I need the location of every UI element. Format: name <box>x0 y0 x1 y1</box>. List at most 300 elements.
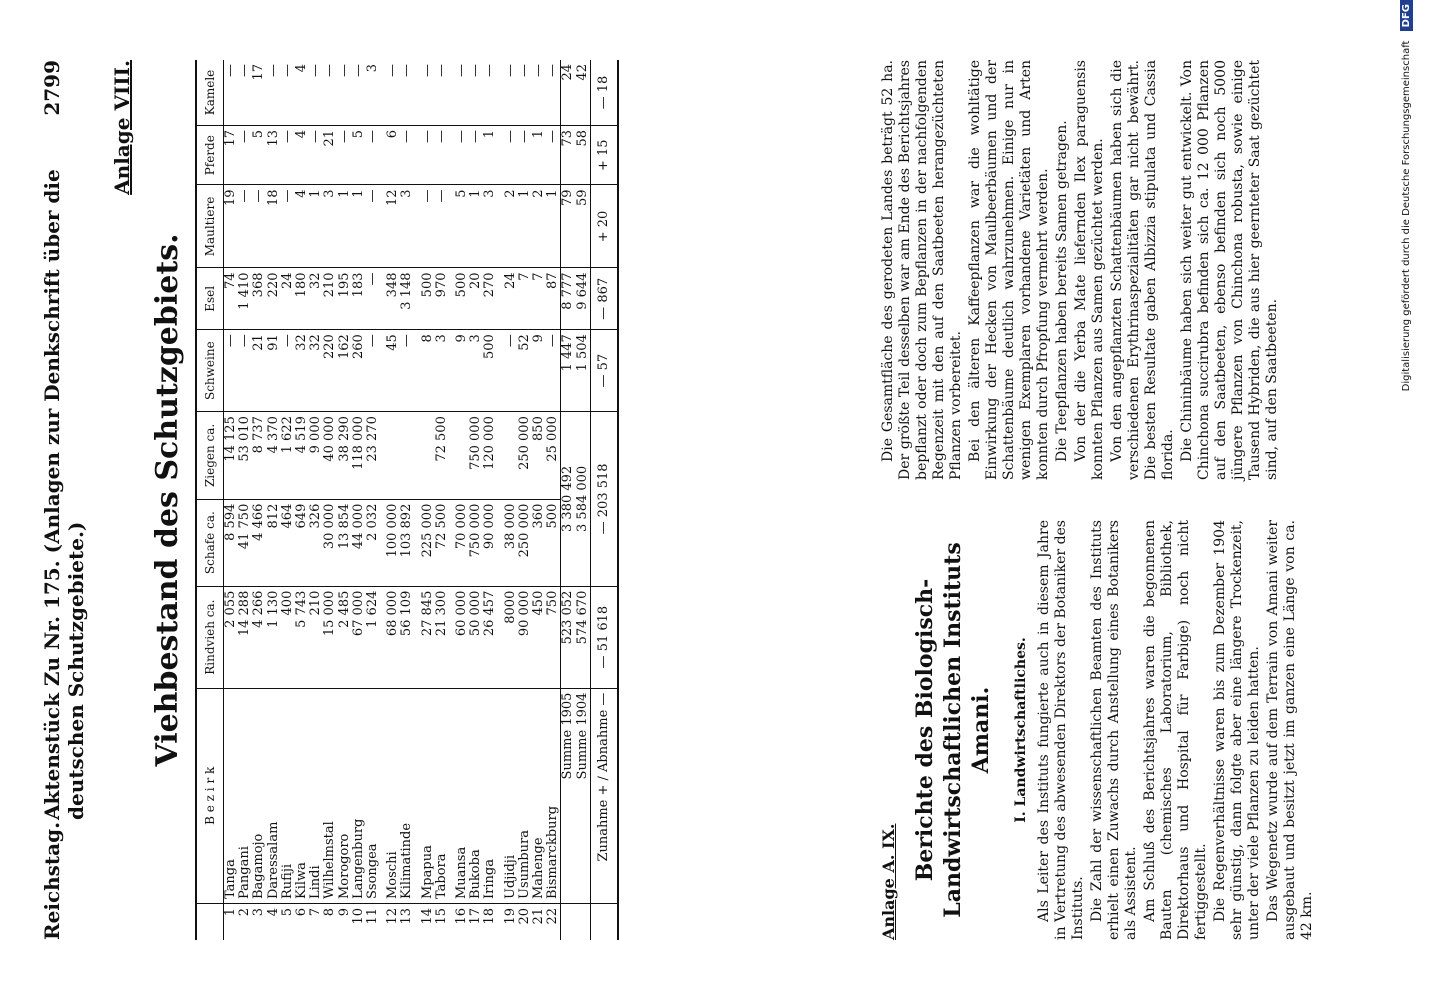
row-number: 16 <box>454 908 470 925</box>
row-esel: 195 <box>338 268 352 330</box>
row-kamele: — <box>518 60 532 125</box>
dfg-logo: DFG <box>1400 0 1413 31</box>
row-bezirk: Tabora <box>435 688 449 903</box>
row-pferde: 4 <box>295 125 309 184</box>
row-number: 1 <box>223 908 238 917</box>
row-schafe: 44 000 <box>352 499 366 586</box>
row-maultiere: 3 <box>483 185 497 268</box>
difference-pferde: + 15 <box>590 125 618 184</box>
row-schweine: 32 <box>295 330 309 412</box>
row-pferde: — <box>546 125 561 184</box>
row-pferde: 6 <box>386 125 400 184</box>
row-kamele: 3 <box>366 60 380 125</box>
row-ziegen: 23 270 <box>366 412 380 500</box>
row-kamele: — <box>483 60 497 125</box>
row-schweine: 32 <box>309 330 323 412</box>
row-ziegen: 120 000 <box>483 412 497 500</box>
row-pferde: — <box>309 125 323 184</box>
row-ziegen: 250 000 <box>518 412 532 500</box>
row-schweine: — <box>504 330 518 412</box>
row-kamele: — <box>281 60 295 125</box>
row-esel: 220 <box>267 268 281 330</box>
row-kamele: — <box>421 60 435 125</box>
row-pferde: — <box>238 125 252 184</box>
row-number: 14 <box>419 908 435 925</box>
row-bezirk: Mpapua <box>421 688 435 903</box>
row-number: 2 <box>237 908 253 917</box>
row-number: 20 <box>516 908 532 925</box>
row-schafe: 360 <box>532 499 546 586</box>
row-number: 11 <box>365 908 381 925</box>
table-title: Viehbestand des Schutzgebiets. <box>150 233 185 767</box>
row-schafe: 225 000 <box>421 499 435 586</box>
row-esel: 20 <box>469 268 483 330</box>
row-rindvieh: 2 055 <box>224 586 239 688</box>
row-schweine: 21 <box>252 330 266 412</box>
table-row <box>483 60 497 940</box>
table-row <box>532 60 546 940</box>
row-kamele: — <box>267 60 281 125</box>
row-esel: 7 <box>518 268 532 330</box>
table-row <box>338 60 352 940</box>
row-number: 19 <box>502 908 518 925</box>
row-schafe: 72 500 <box>435 499 449 586</box>
row-ziegen <box>386 412 400 500</box>
sum-1905-rindvieh: 523 052 <box>561 586 576 688</box>
row-ziegen: 1 622 <box>281 412 295 500</box>
row-rindvieh: 8000 <box>504 586 518 688</box>
row-bezirk: Muansa <box>455 688 469 903</box>
row-schweine: 91 <box>267 330 281 412</box>
row-rindvieh: 56 109 <box>400 586 414 688</box>
section-heading: I. Landwirtschaftliches. <box>1013 637 1029 823</box>
row-bezirk: Tanga <box>224 688 239 903</box>
row-kamele: — <box>400 60 414 125</box>
row-bezirk: Moschi <box>386 688 400 903</box>
row-esel: 210 <box>323 268 337 330</box>
row-ziegen <box>504 412 518 500</box>
row-kamele: — <box>224 60 239 125</box>
row-ziegen: 8 737 <box>252 412 266 500</box>
row-ziegen: 53 010 <box>238 412 252 500</box>
row-schweine: 45 <box>386 330 400 412</box>
row-schweine: 260 <box>352 330 366 412</box>
row-esel: 970 <box>435 268 449 330</box>
row-maultiere: 4 <box>295 185 309 268</box>
row-pferde: 21 <box>323 125 337 184</box>
row-ziegen <box>455 412 469 500</box>
row-schafe: 649 <box>295 499 309 586</box>
row-maultiere: 1 <box>338 185 352 268</box>
row-esel: 500 <box>455 268 469 330</box>
row-bezirk: Daressalam <box>267 688 281 903</box>
row-maultiere: — <box>366 185 380 268</box>
table-row <box>400 60 414 940</box>
row-number: 13 <box>399 908 415 925</box>
row-bezirk: Bagamojo <box>252 688 266 903</box>
row-bezirk: Mahenge <box>532 688 546 903</box>
left-paragraphs <box>1036 520 1316 940</box>
row-pferde: 17 <box>224 125 239 184</box>
annex-ix-label: Anlage A. IX. <box>879 823 898 940</box>
paragraph: Die Chininbäume haben sich weiter gut entwickelt. Von Chinchona succirubra befinden sich ca. 12 000 Pflanzen auf den Saatbeeten, ebenso befinden sich noch 5000 jüngere Pflanzen von Chinchona robusta, sowie einige Tausend Hybriden, die aus hier geernteter Saat gezüchtet sind, auf den Saatbeeten. <box>1179 60 1280 480</box>
table-summary <box>561 60 618 940</box>
table-row <box>352 60 366 940</box>
header-maultiere: Maultiere <box>196 185 224 268</box>
row-schafe: 464 <box>281 499 295 586</box>
header-pferde: Pferde <box>196 125 224 184</box>
row-esel: 500 <box>421 268 435 330</box>
row-rindvieh: 50 000 <box>469 586 483 688</box>
row-schafe: 90 000 <box>483 499 497 586</box>
row-maultiere: 1 <box>309 185 323 268</box>
row-schweine: 162 <box>338 330 352 412</box>
right-paragraphs <box>880 60 1281 480</box>
row-schafe: 8 594 <box>224 499 239 586</box>
row-rindvieh: 210 <box>309 586 323 688</box>
row-number: 12 <box>385 908 401 925</box>
row-ziegen: 118 000 <box>352 412 366 500</box>
row-number: 17 <box>468 908 484 925</box>
row-bezirk: Ssongea <box>366 688 380 903</box>
row-maultiere: 3 <box>323 185 337 268</box>
row-ziegen: 9 000 <box>309 412 323 500</box>
row-schafe: 70 000 <box>455 499 469 586</box>
row-kamele: — <box>386 60 400 125</box>
row-pferde: — <box>469 125 483 184</box>
table-row <box>295 60 309 940</box>
row-bezirk: Bismarckburg <box>546 688 561 903</box>
row-rindvieh: 15 000 <box>323 586 337 688</box>
paragraph: Die Regenverhältnisse waren bis zum Dezember 1904 sehr günstig, dann folgte aber eine längere Trockenzeit, unter der viele Pflanzen zu leiden hatten. <box>1212 520 1262 940</box>
row-schweine: 52 <box>518 330 532 412</box>
difference-schweine: — 57 <box>590 330 618 412</box>
row-bezirk: Usumbura <box>518 688 532 903</box>
row-pferde: — <box>366 125 380 184</box>
header-schafe: Schafe ca. <box>196 499 224 586</box>
row-ziegen: 4 370 <box>267 412 281 500</box>
difference-schafe-ziegen: — 203 518 <box>590 412 618 587</box>
row-schweine: 220 <box>323 330 337 412</box>
row-kamele: — <box>338 60 352 125</box>
paragraph: Von der die Yerba Mate liefernden Ilex paraguensis konnten Pflanzen aus Samen gezüchtet werden. <box>1073 60 1106 480</box>
row-rindvieh: 1 130 <box>267 586 281 688</box>
sum-1905-maultiere: 79 <box>561 185 576 268</box>
sum-1905-label: Summe 1905 <box>561 688 576 903</box>
row-ziegen <box>400 412 414 500</box>
row-number: 22 <box>545 908 561 925</box>
header-bezirk: B e z i r k <box>196 688 224 903</box>
row-kamele: — <box>469 60 483 125</box>
row-schafe: 326 <box>309 499 323 586</box>
row-bezirk: Pangani <box>238 688 252 903</box>
row-maultiere: — <box>281 185 295 268</box>
row-bezirk: Langenburg <box>352 688 366 903</box>
row-bezirk: Wilhelmstal <box>323 688 337 903</box>
row-pferde: — <box>421 125 435 184</box>
row-esel: 24 <box>504 268 518 330</box>
table-row <box>421 60 435 940</box>
row-pferde: — <box>400 125 414 184</box>
header-title: Aktenstück Zu Nr. 175. (Anlagen zur Denkschrift über die deutschen Schutzgebiete.) <box>40 169 88 820</box>
row-kamele: — <box>504 60 518 125</box>
row-pferde: 13 <box>267 125 281 184</box>
row-esel: 368 <box>252 268 266 330</box>
page-header <box>40 60 88 940</box>
paragraph: Das Wegenetz wurde auf dem Terrain von Amani weiter ausgebaut und besitzt jetzt im ganzen eine Länge von ca. 42 km. <box>1265 520 1315 940</box>
row-bezirk: Iringa <box>483 688 497 903</box>
row-rindvieh: 90 000 <box>518 586 532 688</box>
sum-1905-schafe-ziegen: 3 380 492 <box>561 412 576 587</box>
row-schafe: 38 000 <box>504 499 518 586</box>
row-kamele: 17 <box>252 60 266 125</box>
paragraph: Die Gesamtfläche des gerodeten Landes beträgt 52 ha. Der größte Teil desselben war am Ende des Berichtsjahres bepflanzt oder doch zum Bepflanzen in der nachfolgenden Regenzeit mit den auf den Saatbeeten herangezüchteten Pflanzen vorbereitet. <box>880 60 964 480</box>
row-maultiere: — <box>421 185 435 268</box>
table-row <box>469 60 483 940</box>
table-row <box>455 60 469 940</box>
sum-1904-pferde: 58 <box>576 125 591 184</box>
row-ziegen: 40 000 <box>323 412 337 500</box>
annex-viii-label: Anlage VIII. <box>110 60 134 195</box>
row-schweine: — <box>281 330 295 412</box>
row-kamele: — <box>238 60 252 125</box>
row-rindvieh: 4 266 <box>252 586 266 688</box>
table-row <box>518 60 532 940</box>
row-pferde: — <box>455 125 469 184</box>
dfg-credit-text: Digitalisierung gefördert durch die Deutsche Forschungsgemeinschaft <box>1401 40 1412 392</box>
row-bezirk: Rufiji <box>281 688 295 903</box>
row-esel: 3 148 <box>400 268 414 330</box>
row-esel: — <box>366 268 380 330</box>
sum-1905-schweine: 1 447 <box>561 330 576 412</box>
row-schweine: 3 <box>435 330 449 412</box>
row-schafe: 13 854 <box>338 499 352 586</box>
row-bezirk: Morogoro <box>338 688 352 903</box>
row-pferde: — <box>435 125 449 184</box>
row-schafe: 250 000 <box>518 499 532 586</box>
header-schweine: Schweine <box>196 330 224 412</box>
row-pferde: — <box>338 125 352 184</box>
row-ziegen: 25 000 <box>546 412 561 500</box>
livestock-table <box>195 60 619 940</box>
table-row <box>252 60 266 940</box>
row-rindvieh: 26 457 <box>483 586 497 688</box>
row-ziegen: 4 519 <box>295 412 309 500</box>
row-maultiere: — <box>238 185 252 268</box>
row-rindvieh: 5 743 <box>295 586 309 688</box>
left-column <box>880 520 1318 940</box>
row-rindvieh: 21 300 <box>435 586 449 688</box>
row-esel: 183 <box>352 268 366 330</box>
paragraph: Die Zahl der wissenschaftlichen Beamten des Instituts erhielt einen Zuwachs durch Anstellung eines Botanikers als Assistent. <box>1089 520 1139 940</box>
paragraph: Von den angepflanzten Schattenbäumen haben sich die verschiedenen Erythrinaspezialitäten gar nicht bewährt. Die besten Resultate gaben Albizzia stipulata und Cassia florida. <box>1109 60 1176 480</box>
row-esel: 32 <box>309 268 323 330</box>
header-ziegen: Ziegen ca. <box>196 412 224 500</box>
header-nr <box>196 904 224 941</box>
sum-1905-kamele: 24 <box>561 60 576 125</box>
row-pferde: 1 <box>483 125 497 184</box>
row-rindvieh: 450 <box>532 586 546 688</box>
row-schafe: 103 892 <box>400 499 414 586</box>
row-maultiere: — <box>435 185 449 268</box>
row-kamele: — <box>323 60 337 125</box>
row-bezirk: Bukoba <box>469 688 483 903</box>
row-maultiere: 2 <box>504 185 518 268</box>
row-number: 15 <box>433 908 449 925</box>
row-kamele: — <box>435 60 449 125</box>
row-kamele: 4 <box>295 60 309 125</box>
row-maultiere: 19 <box>224 185 239 268</box>
table-row <box>504 60 518 940</box>
table-row <box>386 60 400 940</box>
row-pferde: 5 <box>252 125 266 184</box>
row-schweine: — <box>546 330 561 412</box>
row-schweine: 500 <box>483 330 497 412</box>
row-esel: 24 <box>281 268 295 330</box>
paragraph: Die Teepflanzen haben bereits Samen getragen. <box>1054 120 1070 462</box>
page-number: 2799 <box>40 60 64 116</box>
row-maultiere: — <box>252 185 266 268</box>
row-number: 7 <box>308 908 324 917</box>
row-maultiere: 1 <box>518 185 532 268</box>
sum-1904-kamele: 42 <box>576 60 591 125</box>
row-schweine: — <box>400 330 414 412</box>
header-kamele: Kamele <box>196 60 224 125</box>
row-pferde: 5 <box>352 125 366 184</box>
table-row <box>224 60 239 940</box>
row-number: 5 <box>279 908 295 917</box>
row-schweine: — <box>224 330 239 412</box>
row-schweine: 3 <box>469 330 483 412</box>
table-row <box>309 60 323 940</box>
row-ziegen: 72 500 <box>435 412 449 500</box>
row-kamele: — <box>309 60 323 125</box>
sum-1905-esel: 8 777 <box>561 268 576 330</box>
table-row <box>238 60 252 940</box>
row-esel: 180 <box>295 268 309 330</box>
row-number: 10 <box>350 908 366 925</box>
row-bezirk: Kilimatinde <box>400 688 414 903</box>
row-esel: 87 <box>546 268 561 330</box>
sum-1904-esel: 9 644 <box>576 268 591 330</box>
table-row <box>267 60 281 940</box>
row-ziegen: 850 <box>532 412 546 500</box>
row-number: 3 <box>251 908 267 917</box>
difference-esel: — 867 <box>590 268 618 330</box>
row-pferde: 1 <box>532 125 546 184</box>
row-pferde: — <box>281 125 295 184</box>
report-title: Berichte des Biologisch-Landwirtschaftlichen Instituts Amani. <box>912 542 994 918</box>
row-esel: 1 410 <box>238 268 252 330</box>
table-row <box>366 60 380 940</box>
row-number: 18 <box>482 908 498 925</box>
sum-1905-row <box>561 60 576 940</box>
row-rindvieh: 750 <box>546 586 561 688</box>
row-number: 9 <box>336 908 352 917</box>
header-esel: Esel <box>196 268 224 330</box>
row-rindvieh: 400 <box>281 586 295 688</box>
row-esel: 270 <box>483 268 497 330</box>
sum-1904-label: Summe 1904 <box>576 688 591 903</box>
difference-label: Zunahme + / Abnahme — <box>590 688 618 903</box>
row-schafe: 41 750 <box>238 499 252 586</box>
row-schafe: 750 000 <box>469 499 483 586</box>
row-rindvieh: 14 288 <box>238 586 252 688</box>
row-kamele: — <box>546 60 561 125</box>
row-maultiere: 3 <box>400 185 414 268</box>
row-rindvieh: 67 000 <box>352 586 366 688</box>
row-rindvieh: 68 000 <box>386 586 400 688</box>
table-row <box>435 60 449 940</box>
row-bezirk: Lindi <box>309 688 323 903</box>
header-rindvieh: Rindvieh ca. <box>196 586 224 688</box>
row-schweine: 9 <box>532 330 546 412</box>
row-bezirk: Udjidji <box>504 688 518 903</box>
row-rindvieh: 27 845 <box>421 586 435 688</box>
row-bezirk: Kilwa <box>295 688 309 903</box>
row-maultiere: 1 <box>469 185 483 268</box>
row-number: 8 <box>322 908 338 917</box>
row-kamele: — <box>455 60 469 125</box>
row-ziegen: 750 000 <box>469 412 483 500</box>
paragraph: Bei den älteren Kaffeepflanzen war die wohltätige Einwirkung der Hecken von Maulbeerbäumen und der Schattenbäume deutlich wahrzunehmen. Einige nur in wenigen Exemplaren vorhandene Varietäten und Arten konnten durch Pfropfung vermehrt werden. <box>967 60 1051 480</box>
row-schafe: 4 466 <box>252 499 266 586</box>
sum-1905-pferde: 73 <box>561 125 576 184</box>
sum-1904-schafe-ziegen: 3 584 000 <box>576 412 591 587</box>
row-esel: 348 <box>386 268 400 330</box>
row-maultiere: 12 <box>386 185 400 268</box>
row-schweine: 9 <box>455 330 469 412</box>
table-body <box>224 60 561 940</box>
row-kamele: — <box>532 60 546 125</box>
row-maultiere: 1 <box>546 185 561 268</box>
row-rindvieh: 1 624 <box>366 586 380 688</box>
row-esel: 7 <box>532 268 546 330</box>
row-schafe: 500 <box>546 499 561 586</box>
row-schweine: — <box>238 330 252 412</box>
row-schafe: 30 000 <box>323 499 337 586</box>
difference-row <box>590 60 618 940</box>
row-schafe: 2 032 <box>366 499 380 586</box>
row-pferde: — <box>518 125 532 184</box>
row-maultiere: 2 <box>532 185 546 268</box>
difference-kamele: — 18 <box>590 60 618 125</box>
row-number: 4 <box>265 908 281 917</box>
text-columns <box>880 60 1380 940</box>
row-schweine: 8 <box>421 330 435 412</box>
row-ziegen <box>421 412 435 500</box>
sum-1904-rindvieh: 574 670 <box>576 586 591 688</box>
row-schafe: 100 000 <box>386 499 400 586</box>
row-maultiere: 1 <box>352 185 366 268</box>
row-schweine: — <box>366 330 380 412</box>
row-maultiere: 5 <box>455 185 469 268</box>
table-header-row <box>196 60 224 940</box>
row-maultiere: 18 <box>267 185 281 268</box>
row-esel: 74 <box>224 268 239 330</box>
row-ziegen: 38 290 <box>338 412 352 500</box>
header-left: Reichstag. <box>40 821 64 940</box>
difference-maultiere: + 20 <box>590 185 618 268</box>
table-row <box>281 60 295 940</box>
table-row <box>323 60 337 940</box>
row-rindvieh: 60 000 <box>455 586 469 688</box>
paragraph: Am Schluß des Berichtsjahres waren die begonnenen Bauten (chemisches Laboratorium, Bibliothek, Direktorhaus und Hospital für Farbige) noch nicht fertiggestellt. <box>1142 520 1209 940</box>
row-schafe: 812 <box>267 499 281 586</box>
difference-rindvieh: — 51 618 <box>590 586 618 688</box>
row-ziegen: 14 125 <box>224 412 239 500</box>
sum-1904-schweine: 1 504 <box>576 330 591 412</box>
